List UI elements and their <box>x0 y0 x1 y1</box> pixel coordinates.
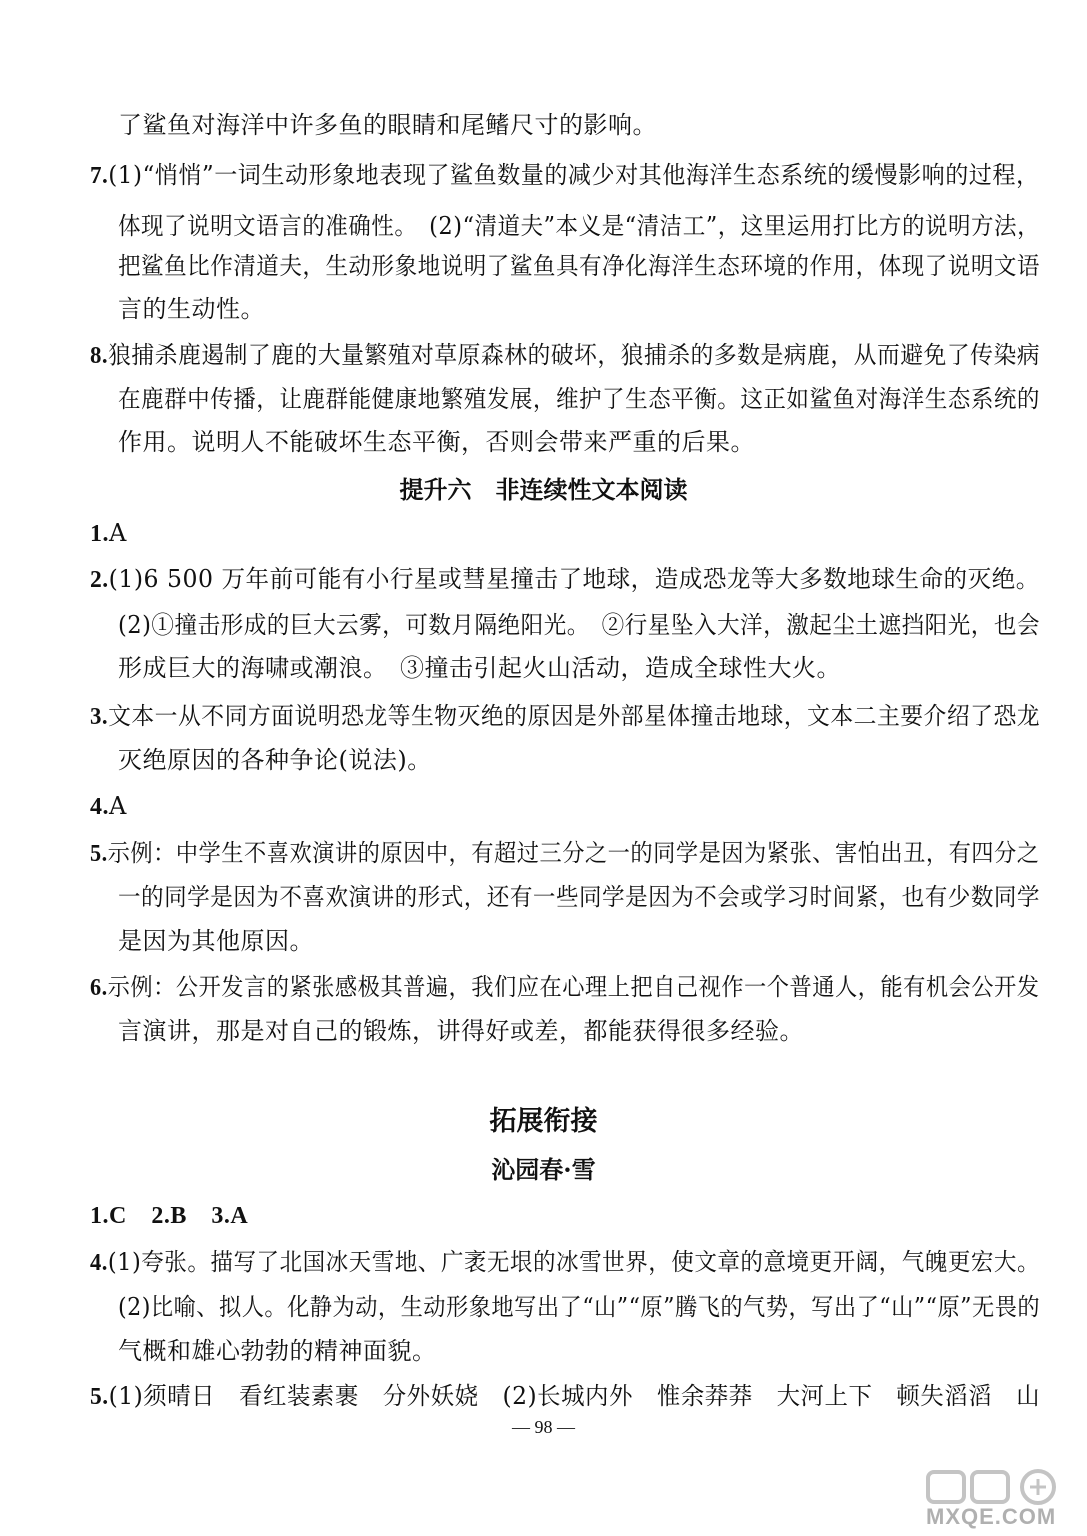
answer-text: 1.C 2.B 3.A <box>90 1203 249 1229</box>
answer-text: 是因为其他原因。 <box>118 927 314 955</box>
answer-line <box>118 110 657 140</box>
answer-line <box>90 972 1040 1003</box>
answer-text: (1)须晴日 看红装素裹 分外妖娆 (2)长城内外 惟余莽莽 大河上下 顿失滔滔 山 <box>108 1382 1041 1410</box>
answer-line <box>118 653 841 683</box>
answer-line <box>90 791 127 822</box>
answer-text: 文本一从不同方面说明恐龙等生物灭绝的原因是外部星体撞击地球，文本二主要介绍了恐龙 <box>108 702 1041 730</box>
question-number: 1. <box>90 521 109 547</box>
answer-text: 体现了说明文语言的准确性。 (2)“清道夫”本义是“清洁工”，这里运用打比方的说明方法， <box>118 212 1041 240</box>
question-number: 4. <box>90 1250 108 1276</box>
answer-line <box>90 1381 1040 1412</box>
section-title: 提升六 非连续性文本阅读 <box>399 475 688 504</box>
answer-line <box>118 251 1040 281</box>
answer-text: A <box>109 519 127 547</box>
answer-line <box>90 160 1040 191</box>
question-number: 8. <box>90 343 109 369</box>
answer-line <box>118 1292 1040 1322</box>
answer-text: 言的生动性。 <box>118 295 265 323</box>
answer-line <box>90 1201 248 1231</box>
answer-line <box>118 610 1040 640</box>
watermark-graphic <box>922 1468 1072 1508</box>
page-number: — 98 — <box>512 1417 575 1437</box>
answer-text: 灭绝原因的各种争论(说法)。 <box>118 746 432 774</box>
answer-text: 示例：公开发言的紧张感极其普遍，我们应在心理上把自己视作一个普通人，能有机会公开发 <box>107 973 1040 1001</box>
answer-text: 在鹿群中传播，让鹿群能健康地繁殖发展，维护了生态平衡。这正如鲨鱼对海洋生态系统的 <box>118 385 1040 413</box>
answer-text: 把鲨鱼比作清道夫，生动形象地说明了鲨鱼具有净化海洋生态环境的作用，体现了说明文语 <box>118 252 1040 280</box>
question-number: 5. <box>90 1384 109 1410</box>
answer-line <box>118 427 755 457</box>
main-title: 拓展衔接 <box>489 1106 598 1137</box>
answer-line <box>90 701 1040 732</box>
answer-text: 气概和雄心勃勃的精神面貌。 <box>118 1337 437 1365</box>
watermark-text: MXQE.COM <box>926 1504 1057 1529</box>
answer-text: (1)夸张。描写了北国冰天雪地、广袤无垠的冰雪世界，使文章的意境更开阔，气魄更宏大。 <box>107 1248 1041 1276</box>
question-number: 2. <box>90 567 109 593</box>
answer-line <box>90 518 127 549</box>
question-number: 4. <box>90 794 109 820</box>
watermark-logo <box>922 1468 1072 1530</box>
answer-text: 作用。说明人不能破坏生态平衡，否则会带来严重的后果。 <box>118 428 755 456</box>
answer-text: 形成巨大的海啸或潮浪。 ③撞击引起火山活动，造成全球性大火。 <box>118 654 841 682</box>
answer-line <box>118 1016 804 1046</box>
answer-text: (1)6 500 万年前可能有小行星或彗星撞击了地球，造成恐龙等大多数地球生命的灭绝。 <box>108 565 1040 593</box>
question-number: 6. <box>90 975 108 1001</box>
answer-text: 一的同学是因为不喜欢演讲的形式，还有一些同学是因为不会或学习时间紧，也有少数同学 <box>118 883 1040 911</box>
answer-line <box>90 838 1040 869</box>
question-number: 5. <box>90 841 108 867</box>
question-number: 3. <box>90 704 109 730</box>
answer-line <box>118 745 432 775</box>
answer-line <box>118 926 314 956</box>
answer-text: 示例：中学生不喜欢演讲的原因中，有超过三分之一的同学是因为紧张、害怕出丑，有四分之 <box>107 839 1040 867</box>
question-number: 7. <box>90 163 109 189</box>
answer-text: (1)“悄悄”一词生动形象地表现了鲨鱼数量的减少对其他海洋生态系统的缓慢影响的过程， <box>108 161 1040 189</box>
answer-text: 了鲨鱼对海洋中许多鱼的眼睛和尾鳍尺寸的影响。 <box>118 111 657 139</box>
answer-text: 狼捕杀鹿遏制了鹿的大量繁殖对草原森林的破坏，狼捕杀的多数是病鹿，从而避免了传染病 <box>108 341 1041 369</box>
answer-text: 言演讲，那是对自己的锻炼，讲得好或差，都能获得很多经验。 <box>118 1017 804 1045</box>
answer-line <box>118 294 265 324</box>
answer-line <box>90 1247 1040 1278</box>
answer-line <box>90 340 1040 371</box>
answer-line <box>118 882 1040 912</box>
answer-line <box>118 384 1040 414</box>
answer-text: (2)比喻、拟人。化静为动，生动形象地写出了“山”“原”腾飞的气势，写出了“山”“原”无畏的 <box>118 1293 1041 1321</box>
answer-line <box>90 564 1040 595</box>
answer-line <box>118 1336 437 1366</box>
answer-text: A <box>109 792 127 820</box>
answer-line <box>118 211 1040 241</box>
answer-text: (2)①撞击形成的巨大云雾，可数月隔绝阳光。 ②行星坠入大洋，激起尘土遮挡阳光，也会 <box>118 611 1041 639</box>
poem-title: 沁园春·雪 <box>491 1155 596 1184</box>
